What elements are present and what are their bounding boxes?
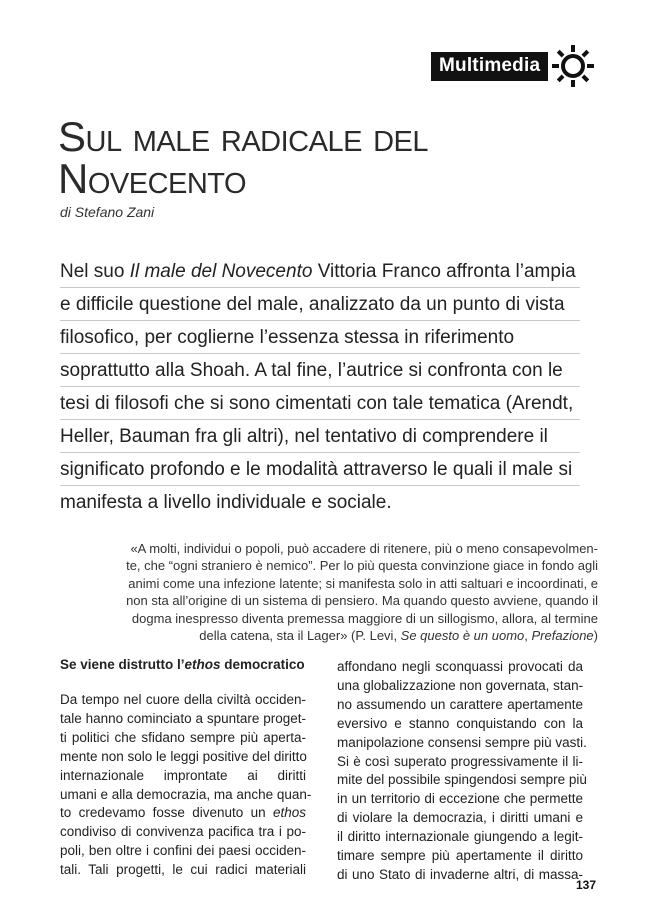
body-column-right: [337, 658, 587, 885]
page-number: 137: [575, 878, 596, 892]
body-line: manipolazione consensi sempre più vasti.: [337, 734, 587, 750]
epigraph-quote: [60, 540, 598, 644]
body-line: timare sempre più apertamente il diritto: [337, 848, 583, 864]
lead-paragraph: [60, 255, 580, 519]
lead-line: significato profondo e le modalità attraverso le quali il male si: [60, 453, 580, 486]
title-line-1: Sul male radicale del: [58, 113, 429, 160]
body-line: no assumendo un carattere apertamente: [337, 696, 583, 712]
body-line: Si è così superato progressivamente il li-: [337, 753, 583, 769]
sun-icon: [551, 44, 595, 88]
body-line: [60, 804, 306, 823]
body-line: di uno Stato di invaderne altri, di massa-: [337, 866, 583, 882]
body-emphasis: ethos: [272, 805, 306, 821]
body-text: to credevamo fosse divenuto un: [60, 805, 266, 821]
heading-emphasis: ethos: [184, 657, 221, 672]
quote-text: ,: [524, 628, 532, 644]
body-line: mente non solo le leggi positive del diritto: [60, 748, 307, 764]
body-line: internazionale improntate ai diritti: [60, 767, 306, 783]
quote-line: non sta all’origine di un sistema di pensiero. Ma quando questo avviene, quando il: [126, 593, 598, 609]
book-title: Il male del Novecento: [129, 261, 313, 282]
lead-line: manifesta a livello individuale e sociale.: [60, 492, 392, 513]
body-line: il diritto internazionale giungendo a legit-: [337, 829, 583, 845]
body-line: ti politici che sfidano sempre più aperta-: [60, 729, 306, 745]
quote-line: te, che “ogni straniero è nemico”. Per lo più questa convinzione giace in fondo agli: [126, 558, 598, 574]
title-line-2: Novecento: [58, 155, 247, 202]
body-column-left: [60, 656, 312, 880]
lead-line: soprattutto alla Shoah. A tal fine, l’autrice si confronta con le: [60, 354, 580, 387]
quote-text: ): [593, 628, 598, 644]
lead-line: [60, 255, 580, 288]
body-line: affondano negli sconquassi provocati da: [337, 659, 583, 674]
body-line: mite del possibile spingendosi sempre più: [337, 772, 587, 788]
body-line: eversivo e stanno conquistando con la: [337, 715, 583, 731]
quote-line: animi come una infezione latente; si manifesta solo in atti saltuari e incoordinati, e: [128, 575, 598, 591]
lead-text: Vittoria Franco affronta l’ampia: [312, 261, 576, 282]
body-line: Da tempo nel cuore della civiltà occiden-: [60, 692, 306, 707]
body-line: umani e alla democrazia, ma anche quan-: [60, 786, 312, 802]
section-label: Multimedia: [431, 52, 548, 81]
heading-text: Se viene distrutto l’: [60, 657, 185, 672]
body-line: una globalizzazione non governata, stan-: [337, 677, 584, 693]
body-line: tali. Tali progetti, le cui radici materiali: [60, 862, 306, 878]
body-line: condiviso di convivenza pacifica tra i po-: [60, 824, 306, 840]
lead-line: filosofico, per coglierne l’essenza stessa in riferimento: [60, 321, 580, 354]
body-line: in un territorio di eccezione che permette: [337, 791, 583, 807]
body-line: poli, ben oltre i confini dei paesi occiden-: [60, 843, 306, 859]
section-badge: [431, 44, 595, 88]
lead-text: Nel suo: [60, 261, 130, 282]
article-title: [58, 113, 618, 202]
quote-section-title: Prefazione: [531, 628, 594, 644]
section-heading: [60, 656, 306, 674]
quote-text: della catena, sta il Lager» (P. Levi,: [199, 628, 401, 644]
body-line: tale hanno cominciato a spuntare proget-: [60, 710, 306, 726]
quote-work-title: Se questo è un uomo: [400, 628, 525, 644]
lead-line: tesi di filosofi che si sono cimentati con tale tematica (Arendt,: [60, 387, 580, 420]
body-line: di violare la democrazia, i diritti umani e: [337, 810, 583, 826]
heading-text: democratico: [220, 657, 305, 672]
lead-line: e difficile questione del male, analizzato da un punto di vista: [60, 288, 580, 321]
quote-line: dogma inespresso diventa premessa maggiore di un sillogismo, allora, al termine: [131, 610, 598, 626]
quote-line: «A molti, individui o popoli, può accadere di ritenere, più o meno consapevolmen-: [130, 541, 598, 556]
article-author: di Stefano Zani: [60, 204, 155, 220]
quote-line: [60, 627, 598, 644]
lead-line: Heller, Bauman fra gli altri), nel tentativo di comprendere il: [60, 420, 580, 453]
